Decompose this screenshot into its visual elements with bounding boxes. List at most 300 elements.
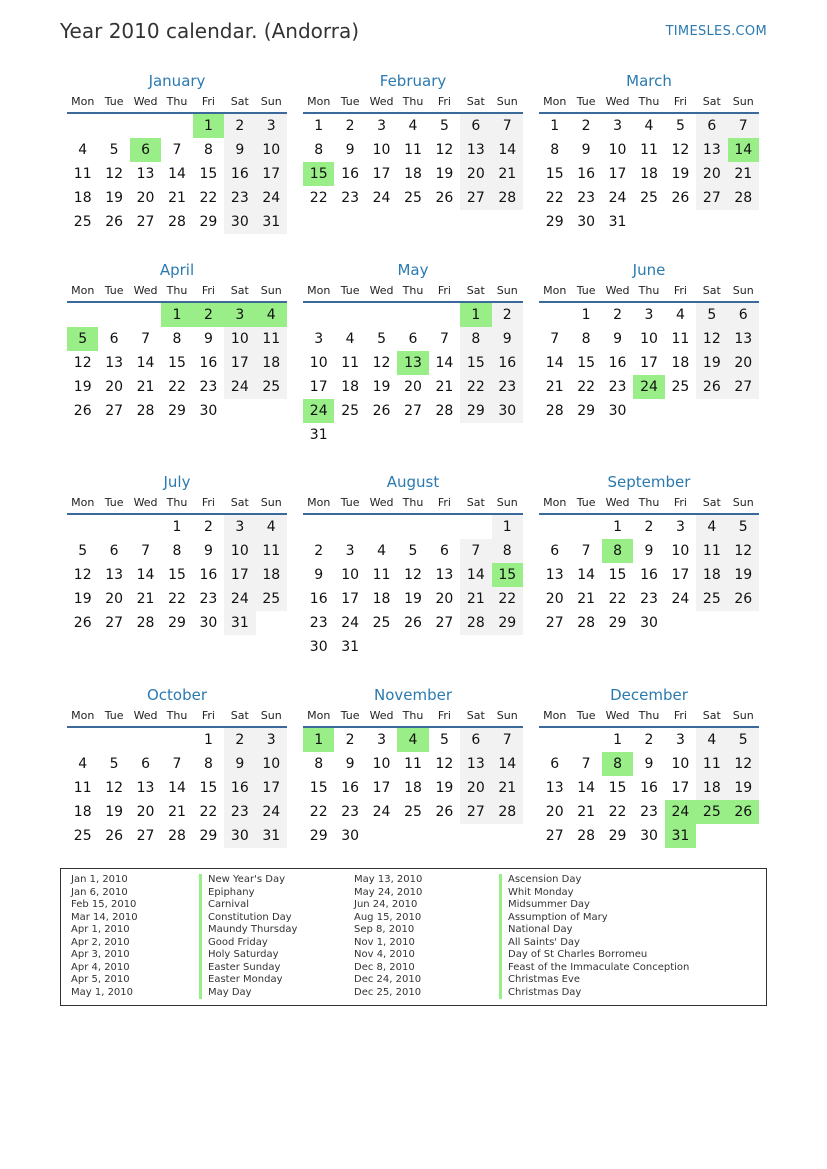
month-june	[539, 259, 759, 423]
holiday-day: 4	[397, 728, 428, 752]
empty-cell	[429, 423, 460, 447]
day-cell: 23	[492, 375, 523, 399]
day-cell: 4	[696, 728, 727, 752]
legend-holiday-name: Christmas Eve	[499, 974, 689, 987]
day-cell: 20	[105, 591, 124, 607]
month-name: February	[379, 72, 447, 90]
empty-cell	[98, 728, 129, 752]
day-cell: 12	[73, 355, 92, 371]
day-cell: 21	[728, 162, 759, 186]
weekday-label: Fri	[673, 95, 687, 108]
day-cell: 4	[256, 515, 287, 539]
weekday-label: Tue	[576, 496, 596, 509]
day-cell: 26	[73, 615, 92, 631]
weekday-header	[303, 281, 523, 303]
day-cell: 28	[492, 186, 523, 210]
day-cell: 5	[728, 728, 759, 752]
day-cell: 30	[492, 399, 523, 423]
holiday-day: 3	[224, 303, 255, 327]
legend-holiday-name: Good Friday	[199, 937, 297, 950]
weekday-label: Fri	[673, 284, 687, 297]
legend-holiday-name: Ascension Day	[499, 874, 689, 887]
day-cell: 30	[640, 615, 658, 631]
day-cell: 10	[224, 539, 255, 563]
day-cell: 23	[199, 591, 218, 607]
day-cell: 16	[640, 780, 658, 796]
holiday-legend	[60, 868, 767, 1006]
weekday-label: Mon	[307, 496, 331, 509]
weekday-label: Sat	[230, 496, 249, 509]
day-cell: 3	[644, 307, 654, 323]
empty-cell	[334, 423, 365, 447]
day-cell: 14	[435, 355, 454, 371]
day-cell: 27	[435, 615, 454, 631]
legend-holiday-name: Assumption of Mary	[499, 912, 689, 925]
weekday-label: Wed	[133, 284, 158, 297]
day-cell: 21	[577, 804, 596, 820]
weekday-label: Sun	[260, 95, 282, 108]
day-cell: 5	[675, 118, 685, 134]
day-grid	[539, 728, 759, 848]
day-cell: 4	[696, 515, 727, 539]
day-cell: 22	[577, 379, 596, 395]
day-cell: 4	[675, 307, 685, 323]
weekday-label: Mon	[71, 95, 95, 108]
day-cell: 28	[577, 615, 596, 631]
month-name: September	[607, 473, 691, 491]
weekday-label: Tue	[104, 95, 124, 108]
day-cell: 24	[372, 804, 391, 820]
day-cell: 17	[256, 776, 287, 800]
day-cell: 17	[671, 780, 690, 796]
day-cell: 24	[341, 615, 360, 631]
empty-cell	[303, 515, 334, 539]
day-cell: 19	[435, 780, 454, 796]
day-cell: 20	[136, 804, 155, 820]
legend-holiday-name: Christmas Day	[499, 987, 689, 1000]
day-cell: 31	[256, 824, 287, 848]
empty-cell	[161, 728, 192, 752]
empty-cell	[366, 635, 397, 659]
day-cell: 11	[696, 539, 727, 563]
weekday-header	[303, 92, 523, 114]
day-cell: 20	[404, 379, 422, 395]
day-cell: 9	[224, 752, 255, 776]
day-cell: 29	[492, 611, 523, 635]
day-cell: 12	[372, 355, 391, 371]
month-september	[539, 471, 759, 635]
day-cell: 21	[136, 379, 155, 395]
day-cell: 30	[640, 828, 658, 844]
brand-link[interactable]: TIMESLES.COM	[665, 24, 767, 39]
day-cell: 30	[224, 210, 255, 234]
day-cell: 20	[460, 776, 491, 800]
day-cell: 30	[224, 824, 255, 848]
day-cell: 17	[256, 162, 287, 186]
legend-names-right	[499, 874, 689, 999]
day-cell: 26	[105, 828, 124, 844]
day-cell: 18	[256, 563, 287, 587]
day-cell: 13	[136, 780, 155, 796]
holiday-day: 26	[728, 800, 759, 824]
weekday-label: Mon	[307, 284, 331, 297]
day-cell: 24	[372, 190, 391, 206]
day-cell: 18	[256, 351, 287, 375]
weekday-label: Wed	[369, 284, 394, 297]
legend-holiday-name: Maundy Thursday	[199, 924, 297, 937]
day-cell: 20	[136, 190, 155, 206]
day-cell: 21	[435, 379, 454, 395]
weekday-label: Sun	[732, 709, 754, 722]
weekday-label: Tue	[340, 95, 360, 108]
day-cell: 5	[377, 331, 387, 347]
day-cell: 18	[372, 591, 391, 607]
day-cell: 12	[728, 539, 759, 563]
day-cell: 2	[613, 307, 623, 323]
day-cell: 25	[256, 587, 287, 611]
day-cell: 13	[136, 166, 155, 182]
empty-cell	[224, 399, 255, 423]
holiday-day: 31	[665, 824, 696, 848]
month-may	[303, 259, 523, 447]
day-grid	[67, 303, 287, 423]
holiday-day: 8	[602, 539, 633, 563]
empty-cell	[728, 824, 759, 848]
day-cell: 22	[545, 190, 564, 206]
legend-holiday-name: May Day	[199, 987, 297, 1000]
day-cell: 12	[435, 142, 454, 158]
day-cell: 14	[492, 138, 523, 162]
empty-cell	[161, 114, 192, 138]
day-cell: 23	[224, 800, 255, 824]
day-cell: 5	[78, 543, 88, 559]
day-cell: 21	[492, 776, 523, 800]
legend-holiday-name: New Year's Day	[199, 874, 297, 887]
legend-date: Jun 24, 2010	[354, 899, 418, 910]
empty-cell	[696, 210, 727, 234]
empty-cell	[67, 303, 98, 327]
weekday-header	[539, 706, 759, 728]
holiday-day: 15	[492, 563, 523, 587]
day-cell: 4	[345, 331, 355, 347]
empty-cell	[130, 114, 161, 138]
day-cell: 26	[435, 804, 454, 820]
weekday-label: Mon	[307, 709, 331, 722]
day-cell: 16	[341, 780, 360, 796]
weekday-label: Mon	[71, 496, 95, 509]
month-april	[67, 259, 287, 423]
day-cell: 17	[372, 780, 391, 796]
day-cell: 23	[199, 379, 218, 395]
legend-date: Apr 1, 2010	[71, 924, 130, 935]
empty-cell	[303, 303, 334, 327]
day-cell: 18	[404, 166, 422, 182]
month-name: December	[610, 686, 688, 704]
day-cell: 5	[728, 515, 759, 539]
legend-date: Jan 6, 2010	[71, 886, 128, 898]
day-cell: 6	[109, 543, 119, 559]
day-cell: 14	[168, 166, 186, 182]
day-cell: 9	[203, 331, 213, 347]
day-cell: 16	[309, 591, 328, 607]
day-cell: 11	[73, 780, 92, 796]
weekday-label: Fri	[437, 709, 451, 722]
day-cell: 26	[696, 375, 727, 399]
empty-cell	[665, 210, 696, 234]
empty-cell	[130, 515, 161, 539]
weekday-label: Tue	[104, 284, 124, 297]
day-cell: 4	[78, 756, 88, 772]
day-cell: 22	[199, 190, 218, 206]
weekday-label: Sat	[230, 95, 249, 108]
day-grid	[539, 515, 759, 635]
day-cell: 8	[314, 756, 324, 772]
legend-date: Apr 3, 2010	[71, 949, 130, 960]
holiday-day: 1	[161, 303, 192, 327]
day-cell: 21	[168, 190, 186, 206]
weekday-header	[539, 281, 759, 303]
day-grid	[67, 728, 287, 848]
day-cell: 26	[435, 190, 454, 206]
day-cell: 23	[640, 804, 658, 820]
day-cell: 21	[168, 804, 186, 820]
day-cell: 13	[105, 355, 124, 371]
day-cell: 3	[377, 732, 387, 748]
day-cell: 26	[404, 615, 422, 631]
empty-cell	[633, 399, 664, 423]
weekday-label: Sat	[230, 709, 249, 722]
day-cell: 19	[671, 166, 690, 182]
holiday-day: 14	[728, 138, 759, 162]
day-cell: 22	[608, 591, 627, 607]
day-cell: 4	[408, 118, 418, 134]
day-cell: 22	[168, 379, 186, 395]
day-cell: 27	[136, 828, 155, 844]
day-cell: 20	[435, 591, 454, 607]
day-cell: 20	[460, 162, 491, 186]
day-cell: 21	[545, 379, 564, 395]
day-cell: 11	[73, 166, 92, 182]
day-cell: 17	[640, 355, 658, 371]
day-cell: 8	[203, 142, 213, 158]
legend-date: May 24, 2010	[354, 886, 423, 898]
day-cell: 3	[675, 732, 685, 748]
day-cell: 27	[545, 828, 564, 844]
weekday-label: Thu	[638, 284, 660, 297]
day-cell: 11	[404, 142, 422, 158]
day-cell: 1	[550, 118, 560, 134]
day-cell: 13	[435, 567, 454, 583]
day-cell: 25	[73, 828, 92, 844]
weekday-label: Thu	[166, 284, 188, 297]
weekday-label: Sat	[466, 284, 485, 297]
day-cell: 8	[172, 543, 182, 559]
day-cell: 29	[577, 403, 596, 419]
day-cell: 6	[439, 543, 449, 559]
day-cell: 9	[581, 142, 591, 158]
day-cell: 7	[439, 331, 449, 347]
holiday-day: 1	[193, 114, 224, 138]
day-cell: 17	[608, 166, 627, 182]
day-cell: 16	[199, 355, 218, 371]
day-cell: 6	[460, 114, 491, 138]
day-cell: 12	[696, 327, 727, 351]
day-cell: 25	[404, 804, 422, 820]
day-cell: 21	[577, 591, 596, 607]
weekday-label: Fri	[437, 496, 451, 509]
day-cell: 13	[545, 780, 564, 796]
day-cell: 18	[696, 563, 727, 587]
month-march	[539, 70, 759, 234]
day-cell: 14	[577, 567, 596, 583]
empty-cell	[539, 515, 570, 539]
day-cell: 28	[577, 828, 596, 844]
weekday-label: Sat	[466, 496, 485, 509]
day-cell: 11	[256, 539, 287, 563]
legend-dates-right	[354, 874, 422, 999]
day-cell: 20	[696, 162, 727, 186]
legend-holiday-name: National Day	[499, 924, 689, 937]
day-cell: 29	[309, 828, 328, 844]
empty-cell	[67, 114, 98, 138]
day-cell: 7	[581, 756, 591, 772]
day-cell: 6	[109, 331, 119, 347]
day-cell: 27	[696, 186, 727, 210]
day-cell: 12	[105, 780, 124, 796]
weekday-label: Wed	[133, 95, 158, 108]
day-cell: 29	[545, 214, 564, 230]
holiday-day: 1	[460, 303, 491, 327]
day-cell: 18	[73, 190, 92, 206]
day-cell: 29	[199, 214, 218, 230]
day-cell: 23	[341, 804, 360, 820]
day-cell: 8	[492, 539, 523, 563]
day-cell: 27	[460, 800, 491, 824]
weekday-label: Thu	[402, 496, 424, 509]
day-cell: 24	[224, 587, 255, 611]
day-cell: 12	[73, 567, 92, 583]
day-cell: 10	[372, 756, 391, 772]
day-cell: 22	[460, 375, 491, 399]
day-cell: 29	[608, 828, 627, 844]
day-cell: 1	[613, 519, 623, 535]
weekday-label: Mon	[307, 95, 331, 108]
day-grid	[303, 728, 523, 848]
weekday-label: Sun	[732, 284, 754, 297]
day-cell: 28	[168, 214, 186, 230]
day-cell: 9	[203, 543, 213, 559]
day-grid	[303, 515, 523, 659]
day-cell: 2	[492, 303, 523, 327]
weekday-header	[303, 493, 523, 515]
weekday-label: Mon	[543, 284, 567, 297]
day-cell: 19	[105, 190, 124, 206]
day-cell: 18	[696, 776, 727, 800]
legend-date: Aug 15, 2010	[354, 911, 422, 923]
holiday-day: 5	[67, 327, 98, 351]
day-cell: 23	[640, 591, 658, 607]
empty-cell	[696, 399, 727, 423]
weekday-header	[539, 92, 759, 114]
day-cell: 7	[141, 543, 151, 559]
empty-cell	[728, 399, 759, 423]
day-cell: 17	[224, 563, 255, 587]
weekday-label: Thu	[402, 709, 424, 722]
weekday-label: Wed	[369, 709, 394, 722]
legend-holiday-name: Easter Monday	[199, 974, 297, 987]
day-cell: 14	[168, 780, 186, 796]
day-cell: 4	[78, 142, 88, 158]
legend-date: Nov 4, 2010	[354, 949, 415, 960]
weekday-label: Sun	[260, 284, 282, 297]
month-july	[67, 471, 287, 635]
day-cell: 2	[224, 728, 255, 752]
day-cell: 6	[696, 114, 727, 138]
empty-cell	[460, 423, 491, 447]
day-cell: 5	[109, 756, 119, 772]
empty-cell	[256, 399, 287, 423]
weekday-label: Wed	[605, 95, 630, 108]
empty-cell	[696, 611, 727, 635]
legend-names-left	[199, 874, 297, 999]
day-cell: 21	[460, 587, 491, 611]
day-cell: 30	[577, 214, 596, 230]
day-cell: 13	[545, 567, 564, 583]
day-cell: 26	[728, 587, 759, 611]
day-cell: 17	[372, 166, 391, 182]
day-cell: 25	[696, 587, 727, 611]
legend-date: May 1, 2010	[71, 986, 134, 998]
day-cell: 3	[314, 331, 324, 347]
day-cell: 8	[460, 327, 491, 351]
day-cell: 21	[136, 591, 155, 607]
day-cell: 7	[492, 114, 523, 138]
month-december	[539, 684, 759, 848]
weekday-label: Fri	[673, 709, 687, 722]
weekday-header	[67, 281, 287, 303]
day-cell: 22	[168, 591, 186, 607]
day-cell: 25	[73, 214, 92, 230]
day-cell: 23	[577, 190, 596, 206]
weekday-header	[67, 92, 287, 114]
day-grid	[67, 515, 287, 635]
holiday-day: 25	[696, 800, 727, 824]
empty-cell	[460, 824, 491, 848]
day-cell: 17	[671, 567, 690, 583]
weekday-label: Tue	[104, 496, 124, 509]
day-grid	[303, 114, 523, 210]
weekday-label: Wed	[133, 709, 158, 722]
weekday-label: Thu	[166, 709, 188, 722]
day-cell: 17	[309, 379, 328, 395]
legend-holiday-name: Whit Monday	[499, 887, 689, 900]
day-cell: 2	[203, 519, 213, 535]
empty-cell	[570, 728, 601, 752]
holiday-day: 1	[303, 728, 334, 752]
day-cell: 16	[640, 567, 658, 583]
day-cell: 27	[404, 403, 422, 419]
empty-cell	[429, 635, 460, 659]
legend-date: Apr 5, 2010	[71, 974, 130, 985]
empty-cell	[492, 824, 523, 848]
weekday-label: Thu	[166, 95, 188, 108]
day-cell: 26	[105, 214, 124, 230]
weekday-label: Fri	[201, 709, 215, 722]
month-february	[303, 70, 523, 210]
day-cell: 11	[404, 756, 422, 772]
weekday-label: Tue	[576, 709, 596, 722]
weekday-header	[539, 493, 759, 515]
